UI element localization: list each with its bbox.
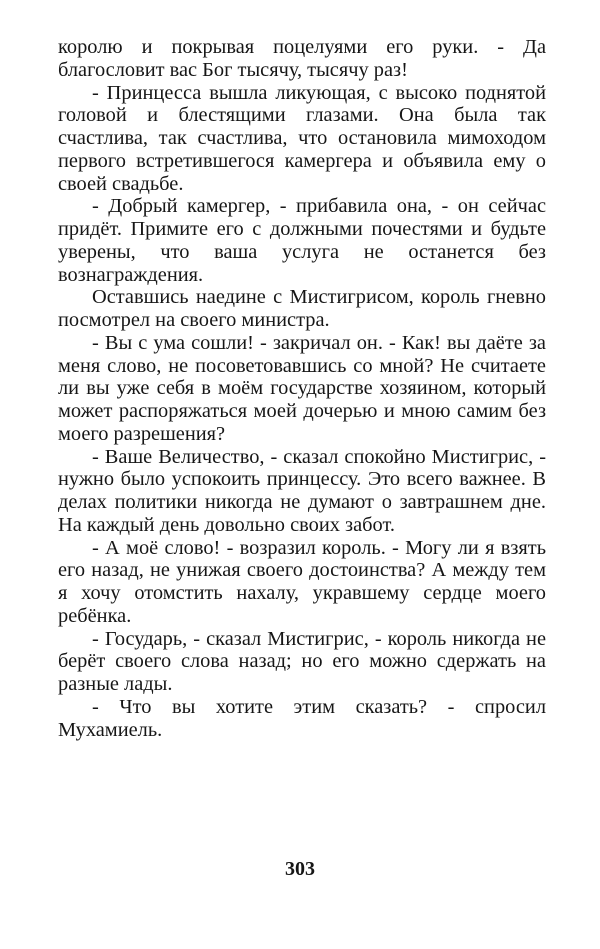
paragraph: королю и покрывая поцелуями его руки. - Да благословит вас Бог тысячу, тысячу раз! xyxy=(58,36,546,81)
paragraph: - А моё слово! - возразил король. - Могу ли я взять его назад, не унижая своего достоинства? А между тем я хочу отомстить нахалу, укравшему сердце моего ребёнка. xyxy=(58,536,546,627)
page-body xyxy=(58,36,546,741)
paragraph: - Принцесса вышла ликующая, с высоко поднятой головой и блестящими глазами. Она была так счастлива, так счастлива, что остановила мимоходом первого встретившегося камергера и объявила ему о своей свадьбе. xyxy=(58,81,546,195)
paragraph: - Ваше Величество, - сказал спокойно Мистигрис, - нужно было успокоить принцессу. Это всего важнее. В делах политики никогда не думают о завтрашнем дне. На каждый день довольно своих забот. xyxy=(58,445,546,536)
paragraph: Оставшись наедине с Мистигрисом, король гневно посмотрел на своего министра. xyxy=(58,286,546,331)
paragraph: - Вы с ума сошли! - закричал он. - Как! вы даёте за меня слово, не посоветовавшись со мной? Не считаете ли вы уже себя в моём государстве хозяином, который может распоряжаться моей дочерью и мною самим без моего разрешения? xyxy=(58,331,546,445)
paragraph: - Государь, - сказал Мистигрис, - король никогда не берёт своего слова назад; но его можно сдержать на разные лады. xyxy=(58,627,546,695)
paragraph: - Добрый камергер, - прибавила она, - он сейчас придёт. Примите его с должными почестями и будьте уверены, что ваша услуга не останется без вознаграждения. xyxy=(58,195,546,286)
page-number: 303 xyxy=(285,858,315,880)
paragraph: - Что вы хотите этим сказать? - спросил Мухамиель. xyxy=(58,695,546,741)
